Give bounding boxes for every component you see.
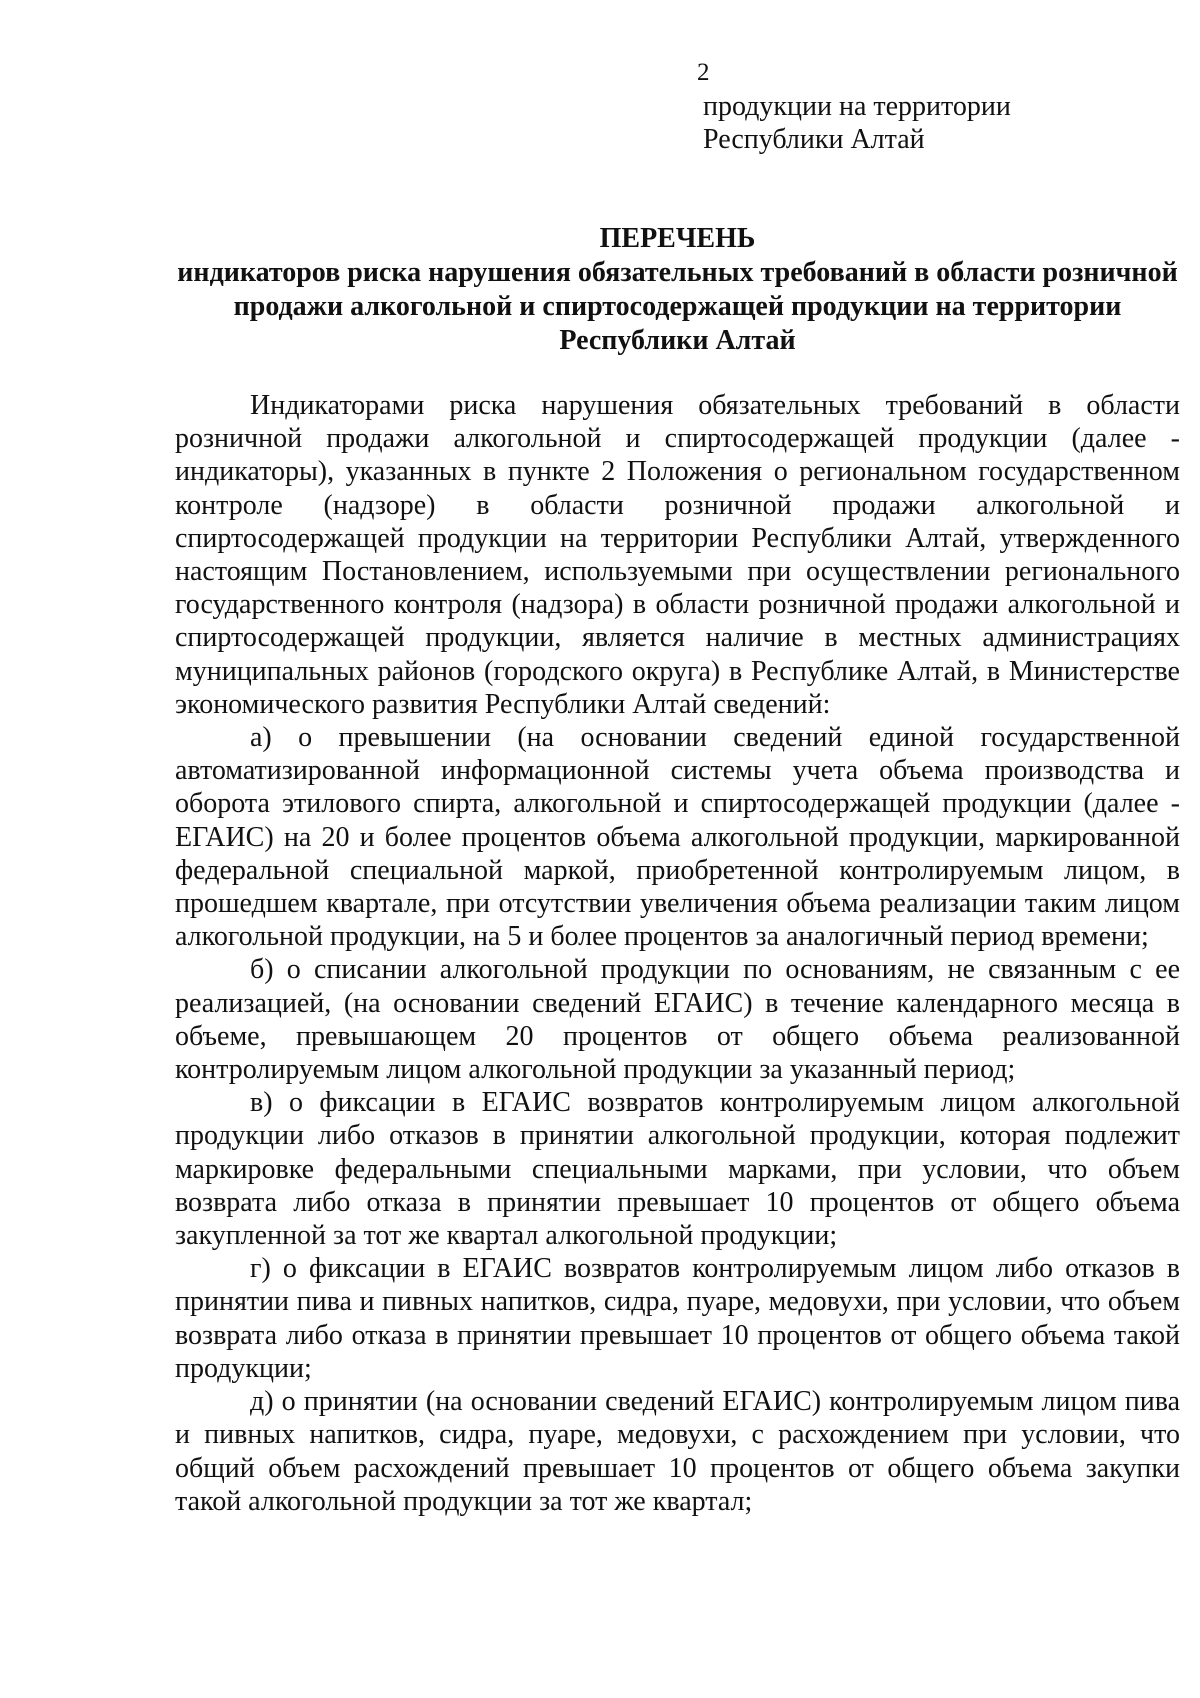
approval-header [703,90,1011,156]
page-number: 2 [697,59,710,86]
title-heading: ПЕРЕЧЕНЬ [599,223,756,254]
document-title [175,222,1180,358]
intro-paragraph: Индикаторами риска нарушения обязательных требований в области розничной продажи алкогольной и спиртосодержащей продукции (далее - индикаторы), указанных в пункте 2 Положения о региональном государственном контроле (надзоре) в области розничной продажи алкогольной и спиртосодержащей продукции на территории Республики Алтай, утвержденного настоящим Постановлением, используемыми при осуществлении регионального государственного контроля (надзора) в области розничной продажи алкогольной и спиртосодержащей продукции, является наличие в местных администрациях муниципальных районов (городского округа) в Республике Алтай, в Министерстве экономического развития Республики Алтай сведений: [175,390,1180,720]
approval-header-line: продукции на территории [703,91,1011,122]
list-item-b: б) о списании алкогольной продукции по основаниям, не связанным с ее реализацией, (на основании сведений ЕГАИС) в течение календарного месяца в объеме, превышающем 20 процентов от общего объема реализованной контролируемым лицом алкогольной продукции за указанный период; [175,954,1180,1086]
list-item-d: д) о принятии (на основании сведений ЕГАИС) контролируемым лицом пива и пивных напитков, сидра, пуаре, медовухи, с расхождением при условии, что общий объем расхождений превышает 10 процентов от общего объема закупки такой алкогольной продукции за тот же квартал; [175,1386,1180,1517]
approval-header-line: Республики Алтай [703,124,925,155]
title-subtitle: индикаторов риска нарушения обязательных требований в области розничной продажи алкогольной и спиртосодержащей продукции на территории Республики Алтай [177,257,1178,356]
list-item-g: г) о фиксации в ЕГАИС возвратов контролируемым лицом либо отказов в принятии пива и пивных напитков, сидра, пуаре, медовухи, при условии, что объем возврата либо отказа в принятии превышает 10 процентов от общего объема такой продукции; [175,1253,1180,1384]
list-item-v: в) о фиксации в ЕГАИС возвратов контролируемым лицом алкогольной продукции либо отказов в принятии алкогольной продукции, которая подлежит маркировке федеральными специальными марками, при условии, что объем возврата либо отказа в принятии превышает 10 процентов от общего объема закупленной за тот же квартал алкогольной продукции; [175,1087,1180,1252]
document-body [175,389,1180,1518]
list-item-a: а) о превышении (на основании сведений единой государственной автоматизированной информационной системы учета объема производства и оборота этилового спирта, алкогольной и спиртосодержащей продукции (далее - ЕГАИС) на 20 и более процентов объема алкогольной продукции, маркированной федеральной специальной маркой, приобретенной контролируемым лицом, в прошедшем квартале, при отсутствии увеличения объема реализации таким лицом алкогольной продукции, на 5 и более процентов за аналогичный период времени; [175,722,1180,953]
